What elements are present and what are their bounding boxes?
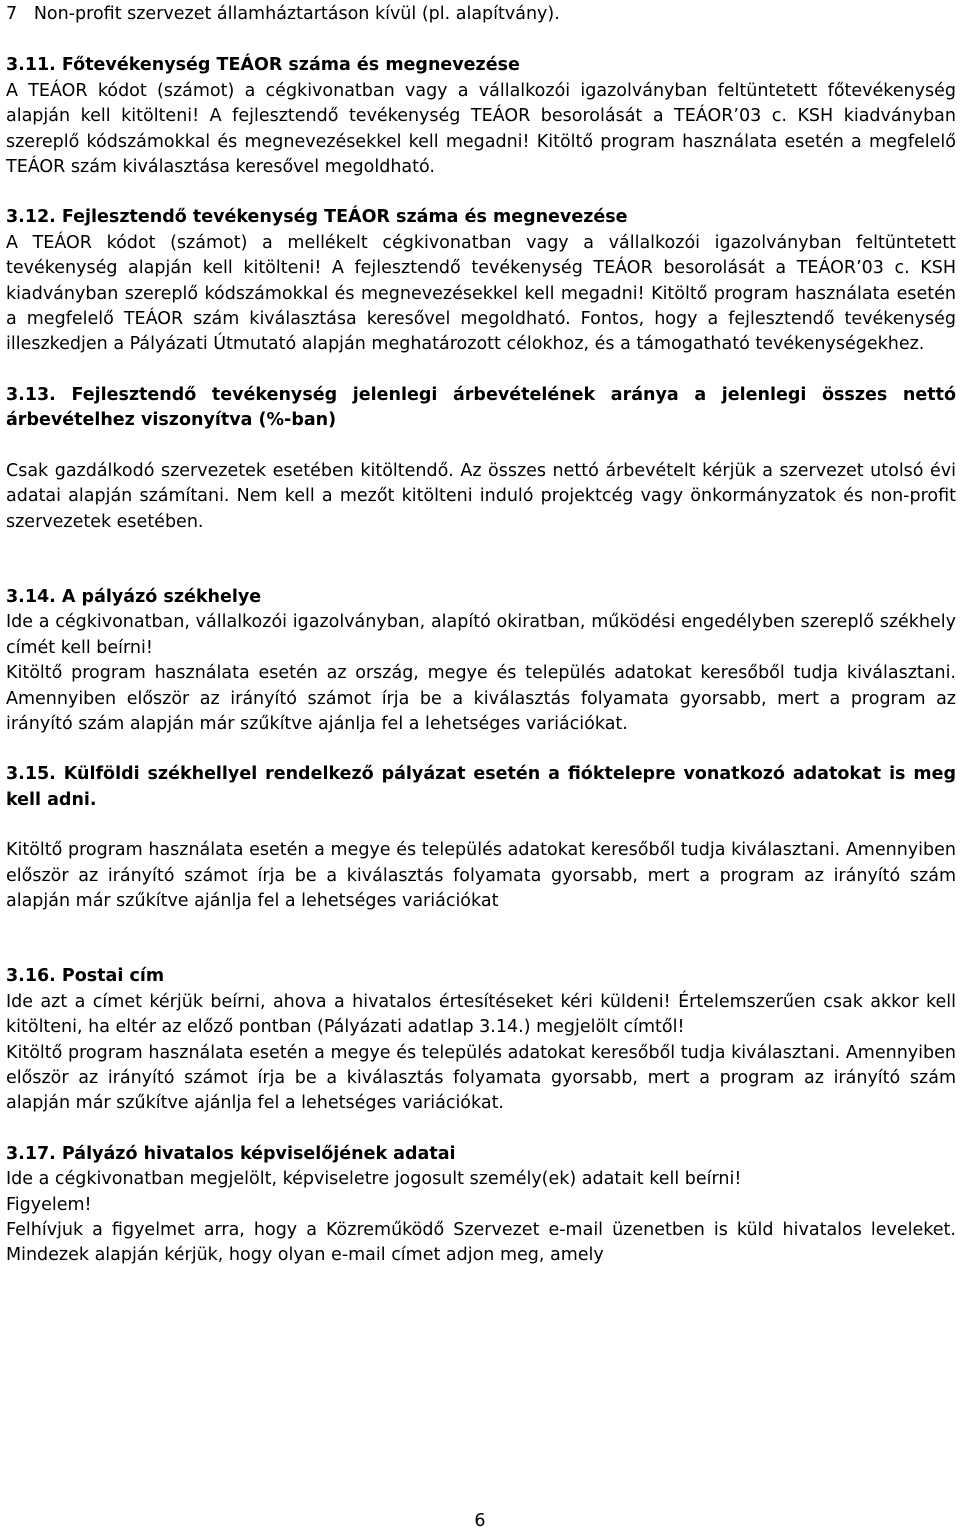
section-paragraph: Ide a cégkivonatban megjelölt, képviseletre jogosult személy(ek) adatait kell beírni! <box>6 1169 742 1190</box>
section-paragraph: Kitöltő program használata esetén a megye és település adatokat keresőből tudja kiválasztani. Amennyiben először az irányító számot írja be a kiválasztás folyamata gyorsabb, mert a program az irányító szám alapján már szűkítve ajánlja fel a lehetséges variációkat <box>6 840 956 911</box>
section-heading <box>6 1142 956 1167</box>
section-title: Fejlesztendő tevékenység TEÁOR száma és megnevezése <box>61 207 628 228</box>
section-3-17 <box>6 1142 956 1269</box>
section-paragraph: Figyelem! <box>6 1194 92 1215</box>
section-title: A pályázó székhelye <box>61 586 262 607</box>
section-title: Fejlesztendő tevékenység jelenlegi árbevételének aránya a jelenlegi összes nettó árbevételhez viszonyítva (%-ban) <box>6 384 957 431</box>
section-paragraph: A TEÁOR kódot (számot) a mellékelt cégkivonatban vagy a vállalkozói igazolványban feltüntetett tevékenység alapján kell kitölteni! A fejlesztendő tevékenység TEÁOR besorolását a TEÁOR’03 c. KSH kiadványban szereplő kódszámokkal és megnevezésekkel kell megadni! Kitöltő program használata esetén a megfelelő TEÁOR szám kiválasztása keresővel megoldható. Fontos, hogy a fejlesztendő tevékenység illeszkedjen a Pályázati Útmutató alapján meghatározott célokhoz, és a támogatható tevékenységekhez. <box>6 232 956 355</box>
section-title: Pályázó hivatalos képviselőjének adatai <box>61 1143 456 1164</box>
section-3-16 <box>6 964 956 1116</box>
section-title: Külföldi székhellyel rendelkező pályázat esetén a fióktelepre vonatkozó adatokat is meg kell adni. <box>6 764 956 810</box>
section-number: 3.11. <box>6 55 56 76</box>
list-item-number: 7 <box>6 4 18 24</box>
section-paragraph: Kitöltő program használata esetén az ország, megye és település adatokat keresőből tudja kiválasztani. Amennyiben először az irányító számot írja be a kiválasztás folyamata gyorsabb, mert a program az irányító szám alapján már szűkítve ajánlja fel a lehetséges variációkat. <box>6 663 956 734</box>
section-number: 3.17. <box>6 1143 56 1164</box>
section-3-15 <box>6 762 956 914</box>
section-title: Főtevékenység TEÁOR száma és megnevezése <box>61 55 520 76</box>
section-number: 3.15. <box>6 764 56 785</box>
document-page <box>6 2 956 1294</box>
section-number: 3.12. <box>6 207 56 228</box>
section-3-11 <box>6 53 956 180</box>
section-heading <box>6 964 956 989</box>
list-item-text: Non-profit szervezet államháztartáson kívül (pl. alapítvány). <box>33 4 560 24</box>
section-title: Postai cím <box>61 966 165 987</box>
section-heading <box>6 53 956 78</box>
page-number: 6 <box>474 1511 486 1531</box>
section-heading <box>6 205 956 230</box>
section-number: 3.13. <box>6 384 56 405</box>
section-number: 3.16. <box>6 966 56 987</box>
section-3-13 <box>6 383 956 535</box>
section-heading <box>6 762 956 813</box>
section-paragraph: Ide a cégkivonatban, vállalkozói igazolványban, alapító okiratban, működési engedélyben szereplő székhely címét kell beírni! <box>6 612 956 658</box>
section-paragraph: Kitöltő program használata esetén a megye és település adatokat keresőből tudja kiválasztani. Amennyiben először az irányító számot írja be a kiválasztás folyamata gyorsabb, mert a program az irányító szám alapján már szűkítve ajánlja fel a lehetséges variációkat. <box>6 1042 956 1114</box>
section-3-12 <box>6 205 956 357</box>
section-heading <box>6 585 956 610</box>
section-number: 3.14. <box>6 586 56 607</box>
section-paragraph: Ide azt a címet kérjük beírni, ahova a hivatalos értesítéseket kéri küldeni! Értelemszerűen csak akkor kell kitölteni, ha eltér az előző pontban (Pályázati adatlap 3.14.) megjelölt címtől! <box>6 991 956 1038</box>
section-paragraph: A TEÁOR kódot (számot) a cégkivonatban vagy a vállalkozói igazolványban feltüntetett főtevékenység alapján kell kitölteni! A fejlesztendő tevékenység TEÁOR besorolását a TEÁOR’03 c. KSH kiadványban szereplő kódszámokkal és megnevezésekkel kell megadni! Kitöltő program használata esetén a megfelelő TEÁOR szám kiválasztása keresővel megoldható. <box>6 80 956 178</box>
section-3-14 <box>6 585 956 737</box>
section-paragraph: Felhívjuk a figyelmet arra, hogy a Közreműködő Szervezet e-mail üzenetben is küld hivatalos leveleket. Mindezek alapján kérjük, hogy olyan e-mail címet adjon meg, amely <box>6 1220 956 1266</box>
section-heading <box>6 383 956 434</box>
list-item-7 <box>6 2 956 27</box>
section-paragraph: Csak gazdálkodó szervezetek esetében kitöltendő. Az összes nettó árbevételt kérjük a szervezet utolsó évi adatai alapján számítani. Nem kell a mezőt kitölteni induló projektcég vagy önkormányzatok és non-profit szervezetek esetében. <box>6 460 956 532</box>
